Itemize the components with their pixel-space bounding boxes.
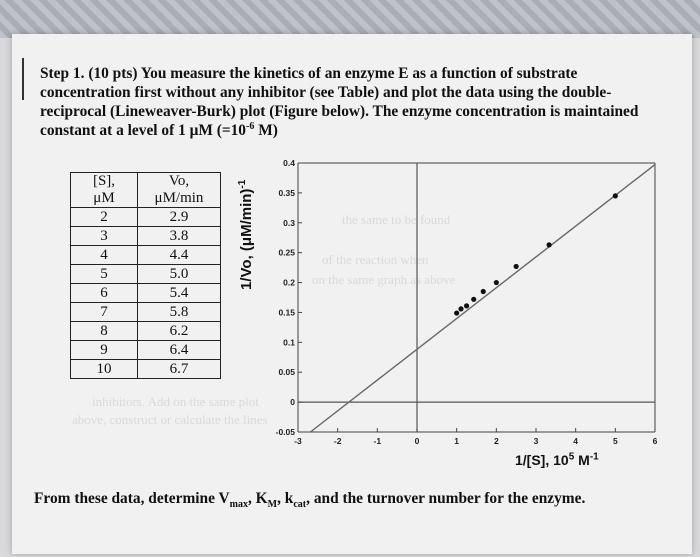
data-point — [546, 242, 551, 247]
header-velocity-line1: Vo, — [168, 173, 190, 189]
cell-velocity: 5.8 — [138, 303, 221, 322]
question-end: , and the turnover number for the enzyme. — [306, 490, 586, 507]
cell-velocity: 4.4 — [138, 246, 221, 265]
x-tick-label: 4 — [573, 436, 579, 446]
x-tick-label: -2 — [333, 436, 342, 446]
x-axis-label-text: 1/[S], 10 — [515, 452, 569, 468]
question-text — [34, 490, 674, 511]
cell-velocity: 6.7 — [138, 360, 221, 379]
y-tick-label: 0.1 — [283, 337, 295, 348]
x-tick-label: -1 — [373, 436, 382, 446]
cell-velocity: 3.8 — [138, 227, 221, 246]
header-velocity-line2: μM/min — [154, 190, 204, 206]
y-tick-label: 0.15 — [278, 307, 295, 318]
question-mid1: , K — [247, 490, 268, 507]
y-tick-label: 0.2 — [283, 277, 295, 288]
question-sub-max: max — [229, 499, 248, 511]
cell-velocity: 6.4 — [138, 341, 221, 360]
x-tick-label: -3 — [294, 436, 302, 446]
cell-substrate: 4 — [71, 246, 138, 265]
data-point — [613, 193, 618, 198]
x-tick-label: 2 — [493, 436, 499, 446]
header-substrate-line1: [S], — [92, 173, 116, 189]
header-substrate-line2: μM — [93, 190, 115, 206]
data-point — [471, 297, 476, 302]
question-mid2: , k — [277, 490, 294, 507]
data-point — [481, 289, 486, 294]
cell-substrate: 2 — [71, 208, 138, 227]
y-axis-label — [238, 180, 260, 290]
data-point — [458, 306, 463, 311]
data-point — [494, 280, 499, 285]
cell-substrate: 9 — [71, 341, 138, 360]
x-axis-label-exponent1: 5 — [568, 451, 575, 463]
cell-substrate: 10 — [71, 360, 138, 379]
x-tick-label: 6 — [652, 436, 658, 446]
y-tick-label: 0.4 — [283, 158, 295, 168]
x-axis-label-unit: M — [574, 452, 590, 468]
x-tick-label: 5 — [612, 436, 618, 446]
step-label: Step 1. (10 pts) — [40, 65, 138, 82]
cell-velocity: 2.9 — [138, 208, 221, 227]
y-axis-label-text: 1/Vo, (μM/min) — [238, 188, 255, 290]
paper-sheet: the same to be found of the reaction when on the same graph as above inhibitors. Add on the same plot above, construct or calculate the lines — [12, 34, 692, 554]
concentration-exponent: -6 — [246, 120, 255, 132]
x-axis-label-exponent2: -1 — [589, 451, 599, 463]
x-axis-label — [515, 452, 599, 468]
cell-substrate: 5 — [71, 265, 138, 284]
problem-intro: You measure the kinetics of an enzyme E as a function of substrate concentration first without any inhibitor (see Table) and plot the data using the double-reciprocal (Lineweaver-Burk) plot (Figure below). The enzyme concentration is maintained constant at a level of 1 μM (=10 — [40, 65, 639, 139]
cell-substrate: 7 — [71, 303, 138, 322]
cell-substrate: 3 — [71, 227, 138, 246]
question-pre: From these data, determine V — [34, 490, 230, 507]
data-point — [454, 310, 459, 315]
x-tick-label: 0 — [414, 436, 420, 446]
problem-intro-end: M) — [254, 122, 278, 139]
cell-substrate: 8 — [71, 322, 138, 341]
x-tick-label: 3 — [533, 436, 539, 446]
y-tick-label: 0 — [290, 397, 295, 408]
data-point — [514, 264, 519, 269]
data-point — [464, 303, 469, 308]
y-tick-label: 0.3 — [283, 217, 295, 228]
cell-substrate: 6 — [71, 284, 138, 303]
question-sub-cat: cat — [293, 499, 307, 511]
x-tick-label: 1 — [454, 436, 460, 446]
fit-line — [310, 165, 655, 432]
question-sub-m: M — [267, 499, 278, 511]
cell-velocity: 6.2 — [138, 322, 221, 341]
y-tick-label: -0.05 — [275, 427, 295, 437]
cell-velocity: 5.4 — [138, 284, 221, 303]
y-tick-label: 0.35 — [278, 187, 295, 198]
y-tick-label: 0.05 — [278, 367, 295, 378]
y-axis-label-exponent: -1 — [237, 179, 248, 189]
cell-velocity: 5.0 — [138, 265, 221, 284]
y-tick-label: 0.25 — [278, 247, 295, 258]
